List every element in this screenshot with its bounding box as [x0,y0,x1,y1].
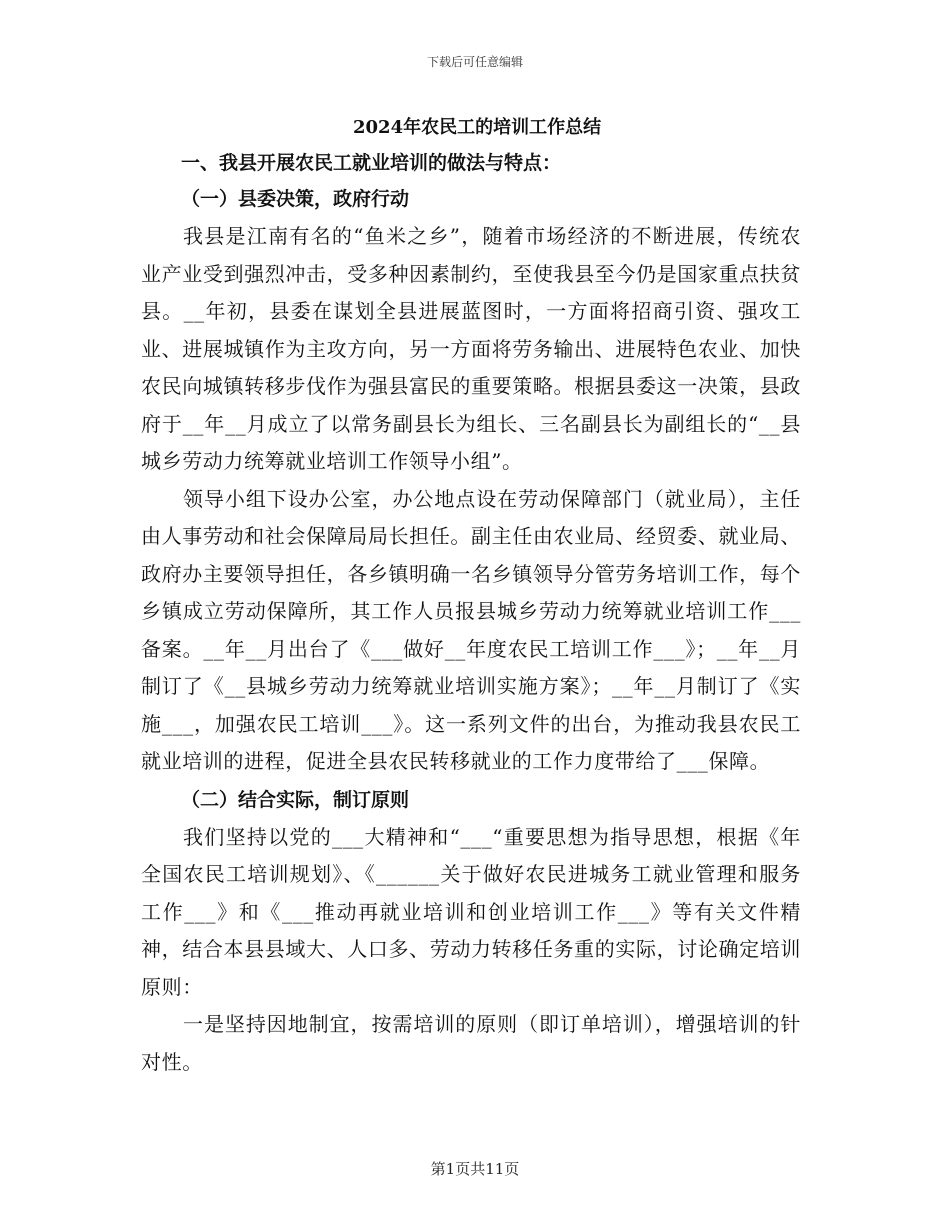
page-number: 第1页共11页 [430,1160,520,1178]
paragraph-1: 我县是江南有名的“鱼米之乡”，随着市场经济的不断进展，传统农业产业受到强烈冲击，受多种因素制约，至使我县至今仍是国家重点扶贫县。__年初，县委在谋划全县进展蓝图时，一方面将招商引资、强攻工业、进展城镇作为主攻方向，另一方面将劳务输出、进展特色农业、加快农民向城镇转移步伐作为强县富民的重要策略。根据县委这一决策，县政府于__年__月成立了以常务副县长为组长、三名副县长为副组长的“__县城乡劳动力统筹就业培训工作领导小组”。 [141,224,801,473]
paragraph-4: 一是坚持因地制宜，按需培训的原则（即订单培训），增强培训的针对性。 [141,1012,801,1074]
section-heading-1: 一、我县开展农民工就业培训的做法与特点： [181,152,562,174]
paragraph-3: 我们坚持以党的___大精神和“___“重要思想为指导思想，根据《年全国农民工培训规划》、《______关于做好农民进城务工就业管理和服务工作___》和《___推动再就业培训和创业培训工作___》等有关文件精神，结合本县县域大、人口多、劳动力转移任务重的实际，讨论确定培训原则： [141,824,801,999]
document-title: 2024年农民工的培训工作总结 [353,117,602,138]
subsection-heading-2: （二）结合实际，制订原则 [181,788,410,811]
header-note: 下载后可任意编辑 [426,55,523,69]
subsection-heading-1: （一）县委决策，政府行动 [181,188,410,210]
paragraph-2: 领导小组下设办公室，办公地点设在劳动保障部门（就业局），主任由人事劳动和社会保障局局长担任。副主任由农业局、经贸委、就业局、政府办主要领导担任，各乡镇明确一名乡镇领导分管劳务培训工作，每个乡镇成立劳动保障所，其工作人员报县城乡劳动力统筹就业培训工作___备案。__年__月出台了《___做好__年度农民工培训工作___》；__年__月制订了《__县城乡劳动力统筹就业培训实施方案》；__年__月制订了《实施___，加强农民工培训___》。这一系列文件的出台，为推动我县农民工就业培训的进程，促进全县农民转移就业的工作力度带给了___保障。 [141,486,801,773]
document-body [141,110,801,1081]
